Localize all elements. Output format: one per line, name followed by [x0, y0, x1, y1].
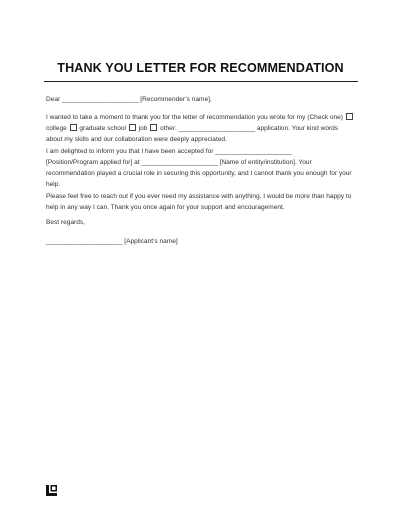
page-title: THANK YOU LETTER FOR RECOMMENDATION [57, 61, 344, 75]
signature [46, 236, 360, 247]
signature-line: _____________________ [Applicant’s name] [46, 238, 178, 245]
paragraph-line: help. [46, 181, 61, 188]
salutation-line: Dear _____________________ [Recommender’s name], [46, 96, 212, 103]
paragraph-line: [Position/Program applied for] at _____________________ [Name of entity/institution]. Your [46, 159, 312, 166]
checkbox-icon[interactable] [150, 124, 157, 131]
closing [46, 217, 360, 228]
closing-line: Best regards, [46, 219, 85, 226]
paragraph-line [46, 123, 360, 134]
salutation [46, 94, 360, 105]
paragraph-line: recommendation played a crucial role in securing this opportunity, and I cannot thank you enough for your [46, 170, 352, 177]
paragraph-thank-you [46, 112, 360, 145]
paragraph-line: Please feel free to reach out if you ever need my assistance with anything. I would be more than happy to [46, 193, 352, 200]
title-underline [44, 81, 358, 82]
paragraph-line: about my skills and our collaboration were deeply appreciated. [46, 136, 227, 143]
paragraph-text: I wanted to take a moment to thank you for the letter of recommendation you wrote for my (Check one) [46, 114, 343, 121]
option-job: job [138, 125, 148, 132]
paragraph-line: help in any way I can. Thank you once again for your support and encouragement. [46, 204, 285, 211]
paragraph-acceptance [46, 146, 360, 190]
paragraph-offer-help [46, 191, 360, 213]
checkbox-icon[interactable] [129, 124, 136, 131]
document-logo-icon [46, 485, 57, 496]
paragraph-line: I am delighted to inform you that I have been accepted for _____________________ [46, 148, 292, 155]
option-college: college [46, 125, 67, 132]
paragraph-line [46, 112, 360, 123]
checkbox-icon[interactable] [70, 124, 77, 131]
option-other: other: _____________________ application. Your kind words [160, 125, 339, 132]
option-graduate-school: graduate school [79, 125, 126, 132]
checkbox-icon[interactable] [346, 113, 353, 120]
